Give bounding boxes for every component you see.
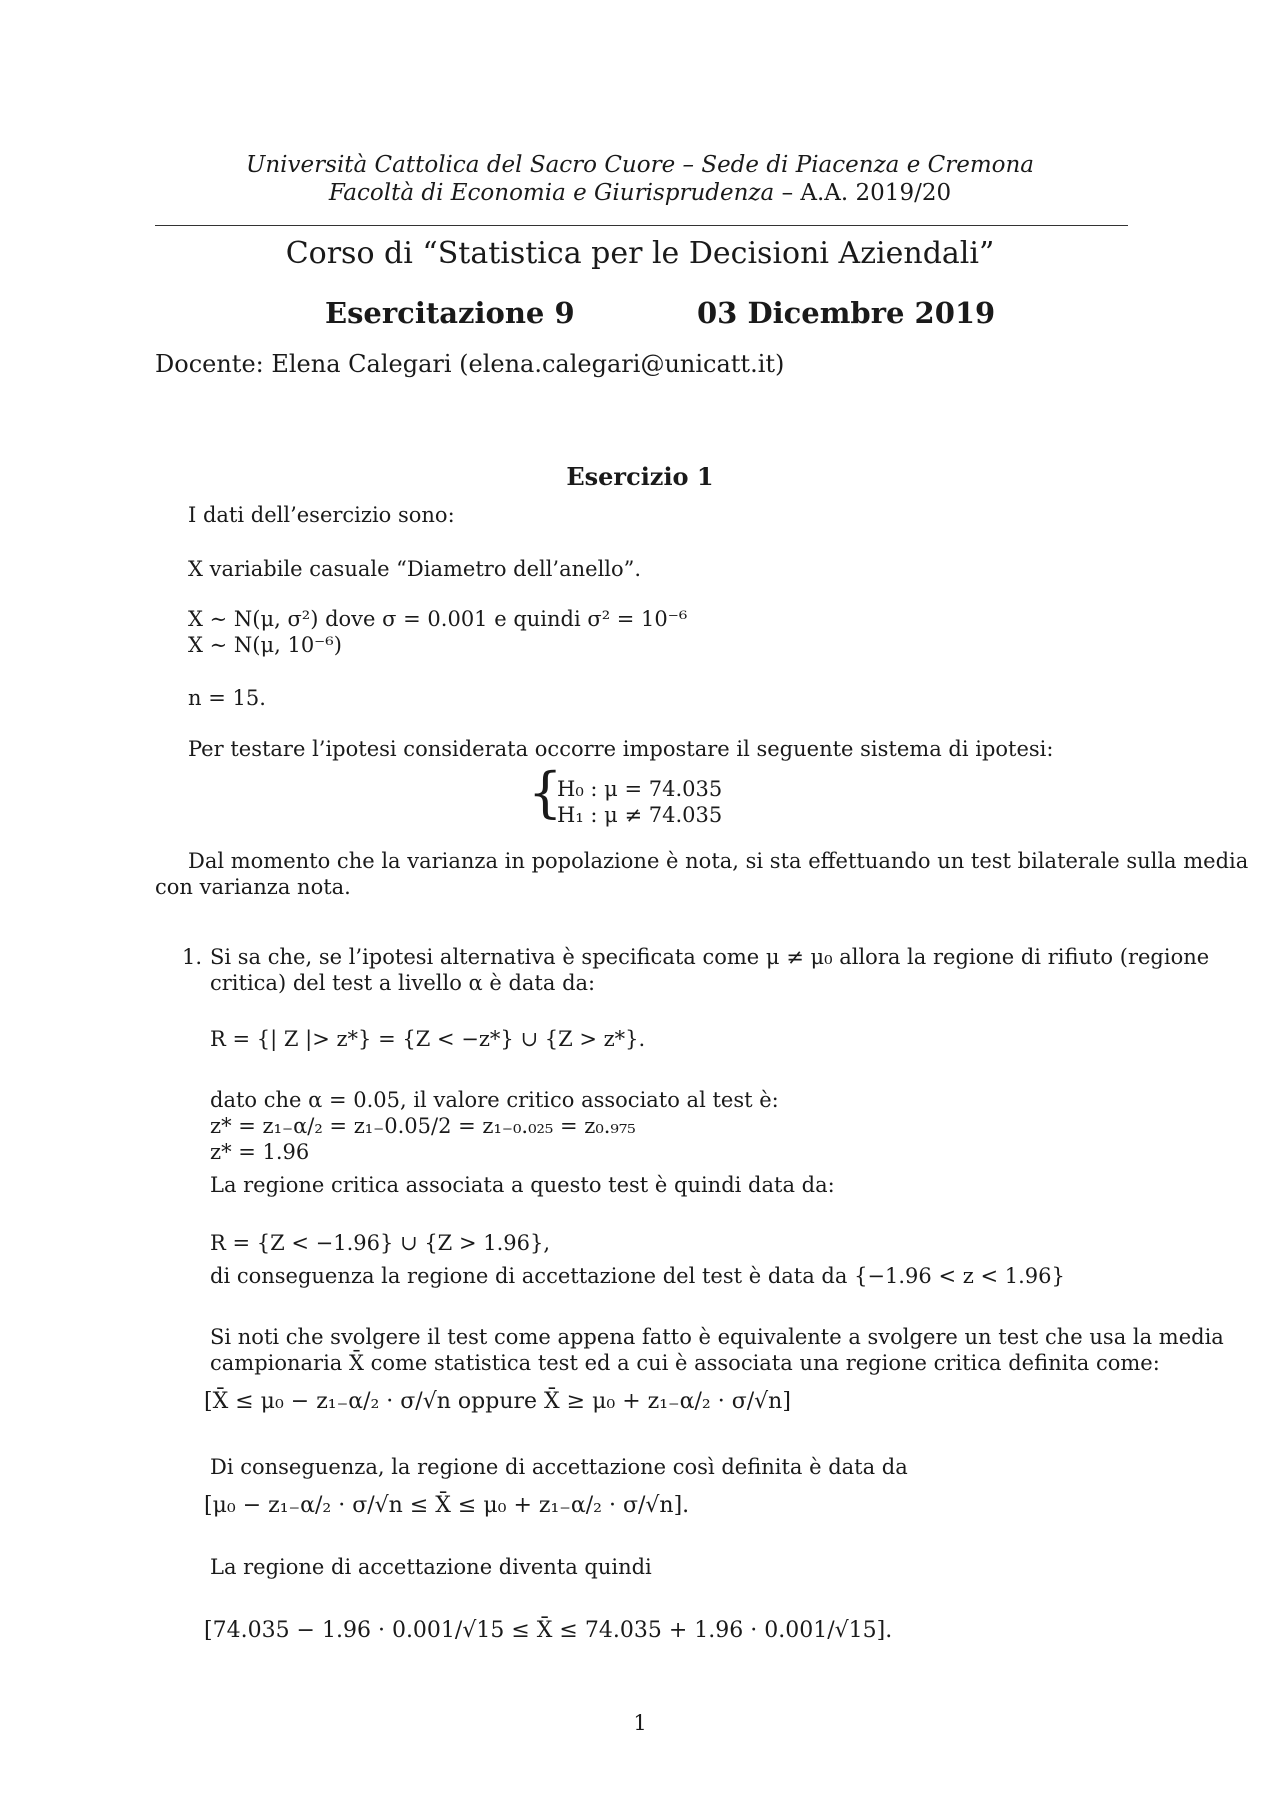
distribution-line-2: X ∼ N(μ, 10⁻⁶)	[188, 633, 342, 657]
intro-text: I dati dell’esercizio sono:	[188, 503, 455, 527]
final-acceptance-formula: [74.035 − 1.96 · 0.001/√15 ≤ X̄ ≤ 74.035 + 1.96 · 0.001/√15].	[204, 1618, 893, 1643]
course-title: Corso di “Statistica per le Decisioni Aziendali”	[285, 236, 995, 271]
academic-year: – A.A. 2019/20	[781, 180, 952, 206]
alpha-line: dato che α = 0.05, il valore critico associato al test è:	[210, 1088, 779, 1112]
university-line: Università Cattolica del Sacro Cuore – Sede di Piacenza e Cremona	[245, 152, 1035, 178]
z-star-calculation: z* = z₁₋α/₂ = z₁₋0.05/2 = z₁₋₀.₀₂₅ = z₀.₉₇₅	[210, 1114, 636, 1138]
item-number: 1.	[182, 945, 203, 969]
rejection-region: R = {| Z |> z*} = {Z < −z*} ∪ {Z > z*}.	[210, 1027, 646, 1051]
acceptance-formula: [μ₀ − z₁₋α/₂ · σ/√n ≤ X̄ ≤ μ₀ + z₁₋α/₂ · σ/√n].	[204, 1493, 690, 1518]
teacher-line: Docente: Elena Calegari (elena.calegari@unicatt.it)	[155, 350, 785, 378]
sample-size: n = 15.	[188, 686, 266, 710]
faculty-name: Facoltà di Economia e Giurisprudenza	[328, 180, 775, 206]
test-description-line-2: con varianza nota.	[155, 875, 351, 899]
hypothesis-intro: Per testare l’ipotesi considerata occorre impostare il seguente sistema di ipotesi:	[188, 737, 1054, 761]
faculty-line	[0, 180, 1280, 206]
note-line-1: Si noti che svolgere il test come appena fatto è equivalente a svolgere un test che usa la media	[210, 1325, 1224, 1349]
variable-text: X variabile casuale “Diametro dell’anello”.	[188, 557, 642, 581]
page-number: 1	[633, 1711, 647, 1735]
acceptance-intro: Di conseguenza, la regione di accettazione così definita è data da	[210, 1455, 908, 1479]
final-intro: La regione di accettazione diventa quindi	[210, 1555, 652, 1579]
note-line-2: campionaria X̄ come statistica test ed a cui è associata una regione critica definita come:	[210, 1351, 1160, 1375]
exercise-title: Esercizio 1	[566, 462, 714, 491]
critical-region-intro: La regione critica associata a questo test è quindi data da:	[210, 1173, 835, 1197]
session-date: 03 Dicembre 2019	[697, 296, 996, 330]
rejection-region-numeric: R = {Z < −1.96} ∪ {Z > 1.96},	[210, 1231, 551, 1255]
acceptance-region-z: di conseguenza la regione di accettazione del test è data da {−1.96 < z < 1.96}	[210, 1264, 1065, 1288]
item1-line-2: critica) del test a livello α è data da:	[210, 971, 596, 995]
critical-region-formula: [X̄ ≤ μ₀ − z₁₋α/₂ · σ/√n oppure X̄ ≥ μ₀ + z₁₋α/₂ · σ/√n]	[204, 1389, 791, 1414]
hypothesis-h1: H₁ : μ ≠ 74.035	[557, 803, 723, 827]
header-rule	[155, 225, 1128, 226]
item1-line-1: Si sa che, se l’ipotesi alternativa è specificata come μ ≠ μ₀ allora la regione di rifiuto (regione	[210, 945, 1210, 969]
test-description-line-1: Dal momento che la varianza in popolazione è nota, si sta effettuando un test bilaterale sulla media	[188, 849, 1249, 873]
distribution-line-1: X ∼ N(μ, σ²) dove σ = 0.001 e quindi σ² = 10⁻⁶	[188, 607, 688, 631]
session-title: Esercitazione 9	[325, 296, 575, 330]
hypothesis-h0: H₀ : μ = 74.035	[557, 777, 723, 801]
z-star-value: z* = 1.96	[210, 1140, 310, 1164]
hypothesis-brace: {	[528, 761, 563, 824]
